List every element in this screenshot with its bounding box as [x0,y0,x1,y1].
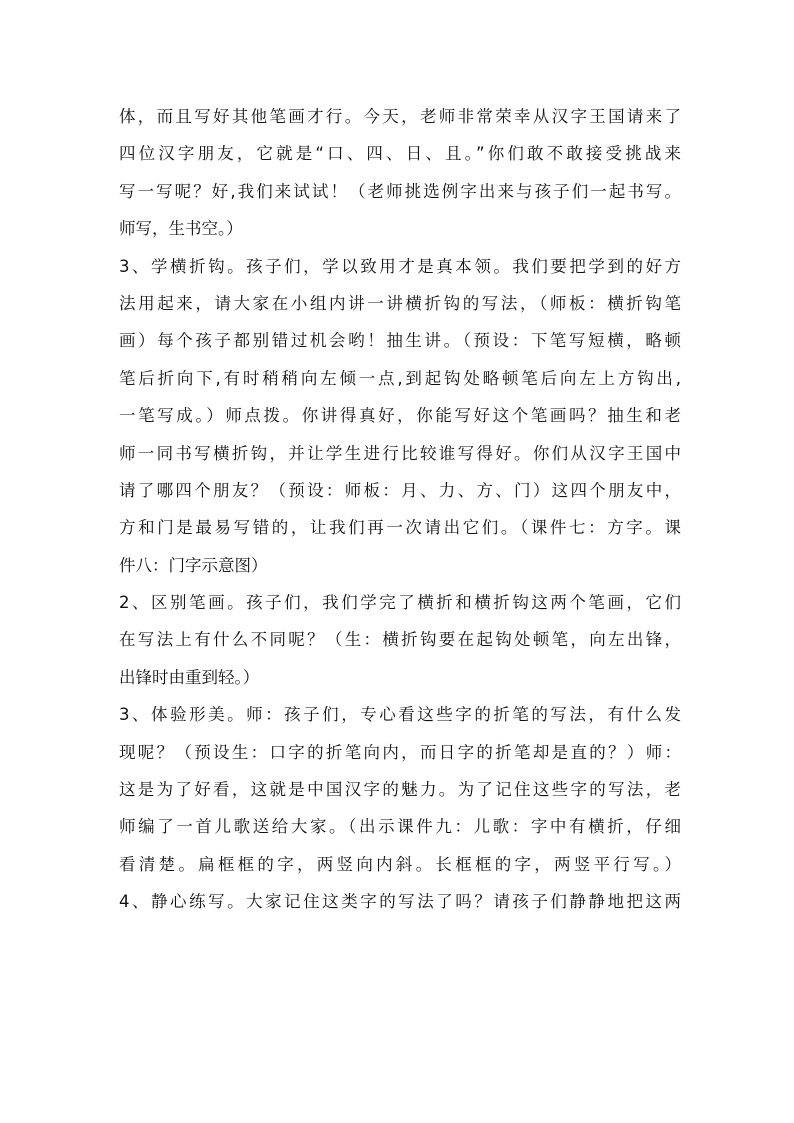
text-line: 在写法上有什么不同呢？（生：横折钩要在起钩处顿笔，向左出锋， [119,630,681,650]
text-line: 请了哪四个朋友？（预设：师板：月、力、方、门）这四个朋友中， [119,480,681,500]
text-line: 看清楚。扁框框的字，两竖向内斜。长框框的字，两竖平行写。） [119,854,681,874]
text-line: 这是为了好看，这就是中国汉字的魅力。为了记住这些字的写法，老 [119,780,681,800]
text-line: 4、静心练写。大家记住这类字的写法了吗？请孩子们静静地把这两 [119,892,681,912]
text-line: 师编了一首儿歌送给大家。（出示课件九：儿歌：字中有横折，仔细 [119,817,681,837]
text-line: 3、体验形美。师：孩子们，专心看这些字的折笔的写法，有什么发 [119,705,681,725]
text-line: 法用起来，请大家在小组内讲一讲横折钩的写法，（师板：横折钩笔 [119,293,681,313]
text-line: 写一写呢？好,我们来试试！（老师挑选例字出来与孩子们一起书写。 [119,181,681,201]
text-line: 出锋时由重到轻。） [119,667,260,687]
text-line: 一笔写成。）师点拨。你讲得真好，你能写好这个笔画吗？抽生和老 [119,406,681,426]
text-line: 师一同书写横折钩，并让学生进行比较谁写得好。你们从汉字王国中 [119,443,681,463]
text-line: 现呢？（预设生：口字的折笔向内，而日字的折笔却是直的？）师： [119,742,681,762]
text-line: 3、学横折钩。孩子们，学以致用才是真本领。我们要把学到的好方 [119,256,681,276]
text-line: 四位汉字朋友，它就是“口、四、日、且。”你们敢不敢接受挑战来 [119,144,681,164]
text-line: 件八：门字示意图） [119,555,268,575]
text-line: 笔后折向下,有时稍稍向左倾一点,到起钩处略顿笔后向左上方钩出, [119,368,681,388]
text-line: 师写，生书空。） [119,219,243,239]
text-line: 方和门是最易写错的，让我们再一次请出它们。（课件七：方字。课 [119,518,681,538]
document-body [119,98,681,921]
text-line: 画）每个孩子都别错过机会哟！抽生讲。（预设：下笔写短横，略顿 [119,331,681,351]
text-line: 2、区别笔画。孩子们，我们学完了横折和横折钩这两个笔画，它们 [119,593,681,613]
text-line: 体，而且写好其他笔画才行。今天，老师非常荣幸从汉字王国请来了 [119,107,681,126]
